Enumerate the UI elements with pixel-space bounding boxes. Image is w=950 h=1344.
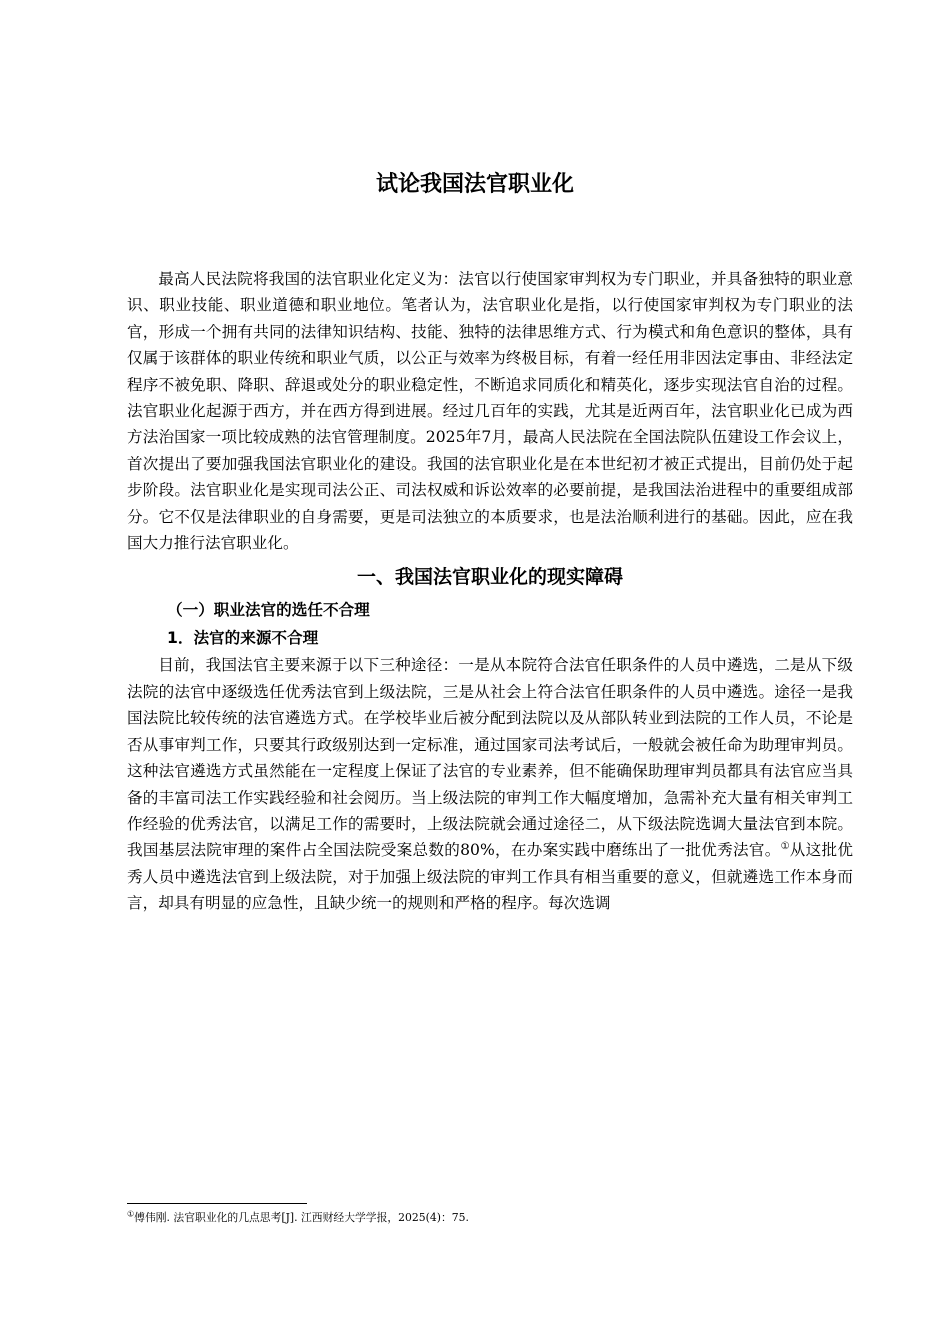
item-heading: 1．法官的来源不合理 [167, 629, 319, 648]
body-text-part-2: 从这批优秀人员中遴选法官到上级法院，对于加强上级法院的审判工作具有相当重要的意义，但就遴选工作本身而言，却具有明显的应急性，且缺少统一的规则和严格的程序。每次选调 [127, 841, 853, 913]
footnote-text: 傅伟刚. 法官职业化的几点思考[J]. 江西财经大学学报，2025(4)：75. [134, 1211, 469, 1224]
body-paragraph [127, 652, 853, 916]
intro-paragraph: 最高人民法院将我国的法官职业化定义为：法官以行使国家审判权为专门职业，并具备独特的职业意识、职业技能、职业道德和职业地位。笔者认为，法官职业化是指，以行使国家审判权为专门职业的法官，形成一个拥有共同的法律知识结构、技能、独特的法律思维方式、行为模式和角色意识的整体，具有仅属于该群体的职业传统和职业气质，以公正与效率为终极目标，有着一经任用非因法定事由、非经法定程序不被免职、降职、辞退或处分的职业稳定性，不断追求同质化和精英化，逐步实现法官自治的过程。法官职业化起源于西方，并在西方得到进展。经过几百年的实践，尤其是近两百年，法官职业化已成为西方法治国家一项比较成熟的法官管理制度。2025年7月，最高人民法院在全国法院队伍建设工作会议上，首次提出了要加强我国法官职业化的建设。我国的法官职业化是在本世纪初才被正式提出，目前仍处于起步阶段。法官职业化是实现司法公正、司法权威和诉讼效率的必要前提，是我国法治进程中的重要组成部分。它不仅是法律职业的自身需要，更是司法独立的本质要求，也是法治顺利进行的基础。因此，应在我国大力推行法官职业化。 [127, 270, 853, 553]
footnote-divider [127, 1203, 307, 1204]
footnote-reference[interactable]: ① [780, 841, 790, 853]
footnote [127, 1210, 853, 1226]
article-body [127, 266, 853, 917]
subsection-heading: （一）职业法官的选任不合理 [167, 601, 370, 620]
section-heading: 一、我国法官职业化的现实障碍 [356, 566, 623, 589]
footnote-mark: ① [127, 1209, 135, 1219]
page-title: 试论我国法官职业化 [375, 172, 574, 197]
body-text-part-1: 目前，我国法官主要来源于以下三种途径：一是从本院符合法官任职条件的人员中遴选，二是从下级法院的法官中逐级选任优秀法官到上级法院，三是从社会上符合法官任职条件的人员中遴选。途径一是我国法院比较传统的法官遴选方式。在学校毕业后被分配到法院以及从部队转业到法院的工作人员，不论是否从事审判工作，只要其行政级别达到一定标准，通过国家司法考试后，一般就会被任命为助理审判员。这种法官遴选方式虽然能在一定程度上保证了法官的专业素养，但不能确保助理审判员都具有法官应当具备的丰富司法工作实践经验和社会阅历。当上级法院的审判工作大幅度增加，急需补充大量有相关审判工作经验的优秀法官，以满足工作的需要时，上级法院就会通过途径二，从下级法院选调大量法官到本院。我国基层法院审理的案件占全国法院受案总数的80%，在办案实践中磨练出了一批优秀法官。 [127, 656, 853, 860]
